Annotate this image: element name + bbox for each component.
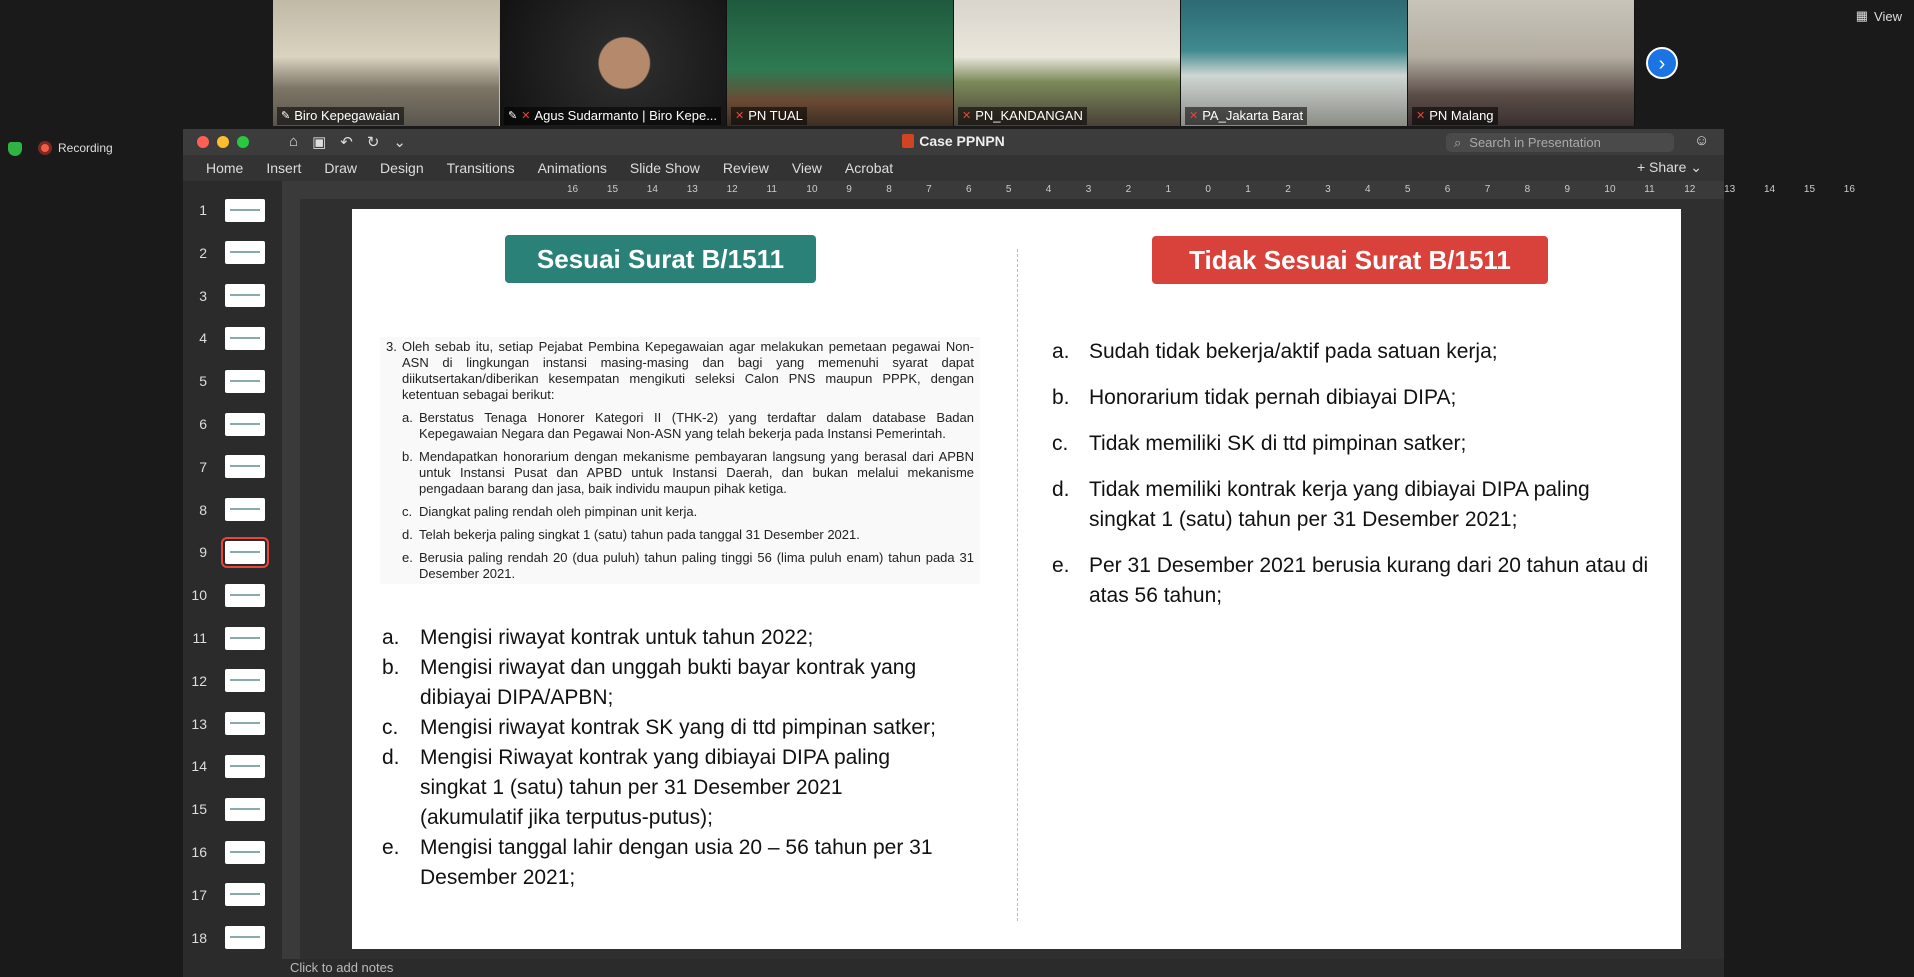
- preview-line: [230, 679, 260, 681]
- ruler-tick-label: 3: [1325, 184, 1331, 195]
- preview-line: [230, 722, 260, 724]
- ruler-tick-label: 5: [1005, 184, 1012, 195]
- ruler-tick-label: 11: [1644, 184, 1655, 195]
- slide-thumbnail[interactable]: [183, 366, 265, 396]
- slide-preview: [225, 883, 265, 906]
- mic-muted-icon: ✕: [962, 110, 972, 122]
- video-gallery: [273, 0, 1635, 126]
- column-divider: [1017, 249, 1018, 921]
- chevron-down-icon: ⌄: [1690, 159, 1702, 175]
- excerpt-item: [402, 504, 974, 520]
- slide-thumbnail[interactable]: [183, 409, 265, 439]
- security-shield-icon[interactable]: [8, 142, 22, 156]
- slide-thumbnail[interactable]: [183, 495, 265, 525]
- ruler-tick-label: 8: [886, 184, 892, 195]
- tab-insert[interactable]: Insert: [266, 160, 302, 176]
- slide-number: 16: [191, 844, 207, 860]
- ruler-tick-label: 13: [686, 184, 698, 195]
- ruler-tick-label: 14: [1764, 184, 1776, 195]
- participant-label: [1185, 107, 1307, 125]
- item-text: Telah bekerja paling singkat 1 (satu) tahun pada tanggal 31 Desember 2021.: [419, 527, 860, 542]
- ruler-tick-label: 8: [1524, 184, 1531, 195]
- slide-thumbnail[interactable]: [183, 837, 265, 867]
- participant-label: [504, 107, 721, 125]
- slide-preview: [225, 413, 265, 436]
- slide-thumbnail[interactable]: [183, 751, 265, 781]
- record-icon: [38, 141, 52, 155]
- slide-thumbnail[interactable]: [183, 195, 265, 225]
- slide-thumbnail-panel: [183, 181, 265, 977]
- item-letter: d.: [382, 746, 400, 769]
- left-header: Sesuai Surat B/1511: [505, 235, 816, 283]
- ribbon-tabs: [183, 155, 1724, 181]
- preview-line: [230, 637, 260, 639]
- item-text: Berusia paling rendah 20 (dua puluh) tahun paling tinggi 56 (lima puluh enam) tahun pada 31 Desember 2021.: [419, 550, 974, 581]
- slide-number: 7: [199, 458, 207, 475]
- ruler-tick-label: 6: [1444, 184, 1451, 195]
- ruler-tick-label: 4: [1365, 184, 1371, 195]
- slide-thumbnail[interactable]: [183, 709, 265, 739]
- list-item: [382, 743, 942, 833]
- ruler-tick-label: 3: [1085, 184, 1092, 195]
- video-tile[interactable]: [500, 0, 727, 126]
- slide-number: 10: [191, 587, 207, 604]
- search-placeholder: Search in Presentation: [1469, 135, 1601, 150]
- preview-line: [230, 423, 260, 425]
- video-tile[interactable]: [1408, 0, 1635, 126]
- tab-home[interactable]: Home: [206, 160, 244, 176]
- recording-indicator[interactable]: [38, 141, 113, 155]
- item-letter: a.: [1052, 340, 1070, 363]
- video-tile[interactable]: [954, 0, 1181, 126]
- slide-number: 1: [199, 202, 207, 218]
- window-controls: [197, 136, 249, 148]
- slide-number: 18: [191, 929, 207, 946]
- add-person-icon: +: [1636, 159, 1646, 175]
- ruler-tick-label: 10: [806, 184, 818, 195]
- tab-slide-show[interactable]: Slide Show: [629, 160, 700, 176]
- ruler-tick-label: 1: [1245, 184, 1251, 195]
- share-label: Share: [1649, 159, 1687, 175]
- quick-access-toolbar: [289, 133, 406, 151]
- mic-muted-icon: ✕: [1189, 110, 1199, 122]
- slide-number: 4: [199, 330, 207, 347]
- video-tile[interactable]: [1181, 0, 1408, 126]
- slide-number: 11: [192, 630, 207, 646]
- item-letter: a.: [382, 626, 400, 649]
- item-text: Mendapatkan honorarium dengan mekanisme pembayaran langsung yang berasal dari APBN untuk Instansi Pusat dan APBD untuk Instansi Daerah, dan bukan melalui mekanisme pengadaan barang dan jasa, baik individu maupun pihak ketiga.: [419, 449, 974, 496]
- pin-icon: ✎: [281, 110, 291, 122]
- item-letter: e.: [382, 836, 400, 859]
- customize-toolbar-icon[interactable]: ⌄: [393, 134, 406, 151]
- participant-name: PA_Jakarta Barat: [1202, 108, 1304, 123]
- letter-excerpt: [380, 337, 980, 584]
- item-letter: c.: [382, 716, 399, 739]
- slide-number: 14: [191, 758, 207, 775]
- slide-thumbnail[interactable]: [183, 537, 265, 567]
- ruler-tick-label: 11: [766, 184, 777, 195]
- item-letter: c.: [1052, 432, 1069, 455]
- slide-thumbnail[interactable]: [183, 580, 265, 610]
- slide-thumbnail[interactable]: [183, 323, 265, 353]
- excerpt-item: [402, 449, 974, 497]
- slide-thumbnail[interactable]: [183, 238, 265, 268]
- preview-line: [230, 936, 260, 938]
- gallery-next-button[interactable]: [1646, 47, 1678, 79]
- slide-preview: [225, 199, 265, 222]
- video-tile[interactable]: [273, 0, 500, 126]
- mic-muted-icon: ✕: [1416, 110, 1426, 122]
- excerpt-paragraph: [386, 339, 974, 403]
- tab-draw[interactable]: Draw: [324, 160, 358, 176]
- close-window-button[interactable]: [197, 136, 209, 148]
- item-letter: b.: [402, 449, 413, 464]
- slide-number: 13: [191, 715, 207, 732]
- home-icon[interactable]: ⌂: [289, 133, 299, 150]
- participant-name: PN TUAL: [748, 108, 803, 123]
- powerpoint-icon: [902, 134, 914, 148]
- save-icon[interactable]: ▣: [312, 134, 327, 151]
- slide-number: 8: [199, 501, 207, 518]
- participant-label: [958, 107, 1087, 125]
- item-letter: e.: [1052, 554, 1070, 577]
- preview-line: [230, 294, 260, 296]
- slide-preview: [225, 541, 265, 564]
- slide-preview: [225, 627, 265, 650]
- zoom-window-button[interactable]: [237, 136, 249, 148]
- preview-line: [230, 851, 260, 853]
- slide-thumbnail[interactable]: [183, 880, 265, 910]
- ruler-tick-label: 5: [1404, 184, 1411, 195]
- participant-name: Biro Kepegawaian: [294, 108, 400, 123]
- feedback-icon[interactable]: ☺: [1694, 132, 1710, 149]
- list-item: [1052, 429, 1652, 459]
- redo-icon[interactable]: ↻: [366, 134, 380, 151]
- item-text: Per 31 Desember 2021 berusia kurang dari 20 tahun atau di atas 56 tahun;: [1089, 554, 1649, 607]
- video-tile[interactable]: [727, 0, 954, 126]
- slide-preview: [225, 241, 265, 264]
- list-item: [1052, 551, 1652, 611]
- view-label: View: [1874, 8, 1902, 24]
- slide-number: 3: [199, 287, 207, 304]
- preview-line: [230, 765, 260, 767]
- preview-line: [230, 808, 260, 810]
- tab-animations[interactable]: Animations: [537, 160, 607, 176]
- slide-preview: [225, 798, 265, 821]
- preview-line: [230, 551, 260, 553]
- grid-view-icon: ▦: [1855, 8, 1869, 23]
- slide-number: 9: [199, 544, 207, 561]
- slide-preview: [225, 841, 265, 864]
- item-text: Mengisi tanggal lahir dengan usia 20 – 56 tahun per 31 Desember 2021;: [420, 836, 933, 889]
- ruler-tick-label: 7: [926, 184, 932, 195]
- preview-line: [230, 508, 260, 510]
- list-item: [1052, 475, 1652, 535]
- tab-view[interactable]: View: [791, 160, 822, 176]
- ruler-tick-label: 15: [1803, 184, 1816, 195]
- minimize-window-button[interactable]: [217, 136, 229, 148]
- preview-line: [230, 209, 260, 211]
- slide-thumbnail[interactable]: [183, 666, 265, 696]
- participant-label: [1412, 107, 1498, 125]
- ruler-tick-label: 1: [1165, 184, 1172, 195]
- undo-icon[interactable]: ↶: [340, 134, 353, 151]
- item-text: Mengisi riwayat dan unggah bukti bayar kontrak yang dibiayai DIPA/APBN;: [420, 656, 917, 709]
- view-button[interactable]: [1856, 8, 1902, 24]
- mic-muted-icon: ✕: [735, 110, 745, 122]
- ruler-tick-label: 13: [1724, 184, 1736, 195]
- compliant-list: [382, 623, 942, 893]
- participant-label: [277, 107, 404, 125]
- item-letter: d.: [402, 527, 413, 542]
- slide-thumbnail[interactable]: [183, 623, 265, 653]
- slide-number: 5: [199, 373, 207, 390]
- excerpt-item: [402, 527, 974, 543]
- item-text: Diangkat paling rendah oleh pimpinan unit kerja.: [419, 504, 698, 519]
- paragraph-text: Oleh sebab itu, setiap Pejabat Pembina Kepegawaian agar melakukan pemetaan pegawai Non-ASN di lingkungan instansi masing-masing dan bagi yang memenuhi syarat dapat diikutsertakan/diberikan kesempatan mengikuti seleksi Calon PNS maupun PPPK, dengan ketentuan sebagai berikut:: [402, 339, 974, 402]
- slide-preview: [225, 926, 265, 949]
- list-item: [382, 653, 942, 713]
- participant-label: [731, 107, 807, 125]
- recording-label: Recording: [58, 141, 113, 155]
- list-item: [1052, 337, 1652, 367]
- list-item: [382, 713, 942, 743]
- right-header: Tidak Sesuai Surat B/1511: [1152, 236, 1548, 284]
- slide-thumbnail[interactable]: [183, 281, 265, 311]
- mic-muted-icon: ✕: [521, 110, 531, 122]
- tab-transitions[interactable]: Transitions: [446, 160, 515, 176]
- item-text: Mengisi Riwayat kontrak yang dibiayai DIPA paling singkat 1 (satu) tahun per 31 Desember 2021 (akumulatif jika terputus-putus);: [420, 746, 891, 829]
- slide-preview: [225, 669, 265, 692]
- noncompliant-list: [1052, 337, 1652, 627]
- slide-number: 12: [191, 672, 207, 689]
- horizontal-ruler: [282, 181, 1855, 199]
- preview-line: [230, 337, 260, 339]
- slide-preview: [225, 284, 265, 307]
- title-bar: [183, 129, 1724, 155]
- pin-icon: ✎: [508, 110, 518, 122]
- search-icon: ⌕: [1454, 135, 1462, 150]
- item-letter: a.: [402, 410, 413, 425]
- tab-design[interactable]: Design: [380, 160, 424, 176]
- ruler-tick-label: 2: [1285, 184, 1291, 195]
- item-text: Berstatus Tenaga Honorer Kategori II (THK-2) yang terdaftar dalam database Badan Kepegawaian Negara dan Pegawai Non-ASN yang telah bekerja pada Instansi Pemerintah.: [419, 410, 974, 441]
- ruler-tick-label: 14: [646, 184, 658, 195]
- ruler-tick-label: 10: [1604, 184, 1616, 195]
- list-item: [1052, 383, 1652, 413]
- slide-thumbnail[interactable]: [183, 794, 265, 824]
- search-input[interactable]: [1446, 133, 1674, 152]
- tab-acrobat[interactable]: Acrobat: [844, 160, 894, 176]
- slide-number: 2: [199, 244, 207, 261]
- ruler-tick-label: 0: [1205, 184, 1211, 195]
- ruler-tick-label: 9: [846, 184, 852, 195]
- current-slide[interactable]: [352, 209, 1681, 949]
- item-letter: b.: [382, 656, 400, 679]
- excerpt-item: [402, 550, 974, 582]
- slide-preview: [225, 712, 265, 735]
- ruler-tick-label: 9: [1564, 184, 1571, 195]
- item-letter: b.: [1052, 386, 1070, 409]
- item-text: Tidak memiliki kontrak kerja yang dibiayai DIPA paling singkat 1 (satu) tahun per 31 Desember 2021;: [1089, 478, 1590, 531]
- slide-thumbnail[interactable]: [183, 452, 265, 482]
- preview-line: [230, 594, 260, 596]
- slide-preview: [225, 455, 265, 478]
- slide-number: 6: [199, 416, 207, 432]
- ruler-tick-label: 12: [726, 184, 738, 195]
- ruler-tick-label: 6: [966, 184, 972, 195]
- ruler-tick-label: 7: [1484, 184, 1491, 195]
- slide-preview: [225, 584, 265, 607]
- list-item: [382, 833, 942, 893]
- slide-number: 15: [191, 801, 207, 818]
- preview-line: [230, 465, 260, 467]
- item-text: Tidak memiliki SK di ttd pimpinan satker;: [1089, 432, 1467, 455]
- document-title-text: Case PPNPN: [919, 133, 1005, 149]
- ruler-tick-label: 16: [567, 184, 579, 195]
- item-text: Sudah tidak bekerja/aktif pada satuan kerja;: [1089, 340, 1498, 363]
- slide-preview: [225, 370, 265, 393]
- item-text: Mengisi riwayat kontrak untuk tahun 2022;: [420, 626, 814, 649]
- item-letter: d.: [1052, 478, 1070, 501]
- participant-name: Agus Sudarmanto | Biro Kepe...: [534, 108, 718, 123]
- slide-preview: [225, 498, 265, 521]
- item-letter: e.: [402, 550, 413, 565]
- ruler-tick-label: 2: [1125, 184, 1132, 195]
- tab-review[interactable]: Review: [722, 160, 769, 176]
- ruler-tick-label: 16: [1843, 184, 1855, 195]
- item-text: Mengisi riwayat kontrak SK yang di ttd pimpinan satker;: [420, 716, 936, 739]
- chevron-right-icon: ›: [1658, 53, 1666, 75]
- notes-pane[interactable]: Click to add notes: [282, 959, 1724, 977]
- ruler-tick-label: 15: [606, 184, 619, 195]
- ruler-tick-label: 12: [1684, 184, 1696, 195]
- paragraph-number: 3.: [386, 339, 397, 354]
- preview-line: [230, 380, 260, 382]
- excerpt-item: [402, 410, 974, 442]
- item-text: Honorarium tidak pernah dibiayai DIPA;: [1089, 386, 1457, 409]
- ruler-tick-label: 4: [1045, 184, 1052, 195]
- share-button[interactable]: [1637, 159, 1702, 176]
- slide-preview: [225, 327, 265, 350]
- vertical-ruler: [282, 199, 300, 977]
- slide-thumbnail[interactable]: [183, 923, 265, 953]
- slide-number: 17: [191, 886, 207, 903]
- slide-preview: [225, 755, 265, 778]
- item-letter: c.: [402, 504, 413, 519]
- preview-line: [230, 893, 260, 895]
- participant-name: PN Malang: [1429, 108, 1494, 123]
- preview-line: [230, 251, 260, 253]
- participant-name: PN_KANDANGAN: [975, 108, 1083, 123]
- list-item: [382, 623, 942, 653]
